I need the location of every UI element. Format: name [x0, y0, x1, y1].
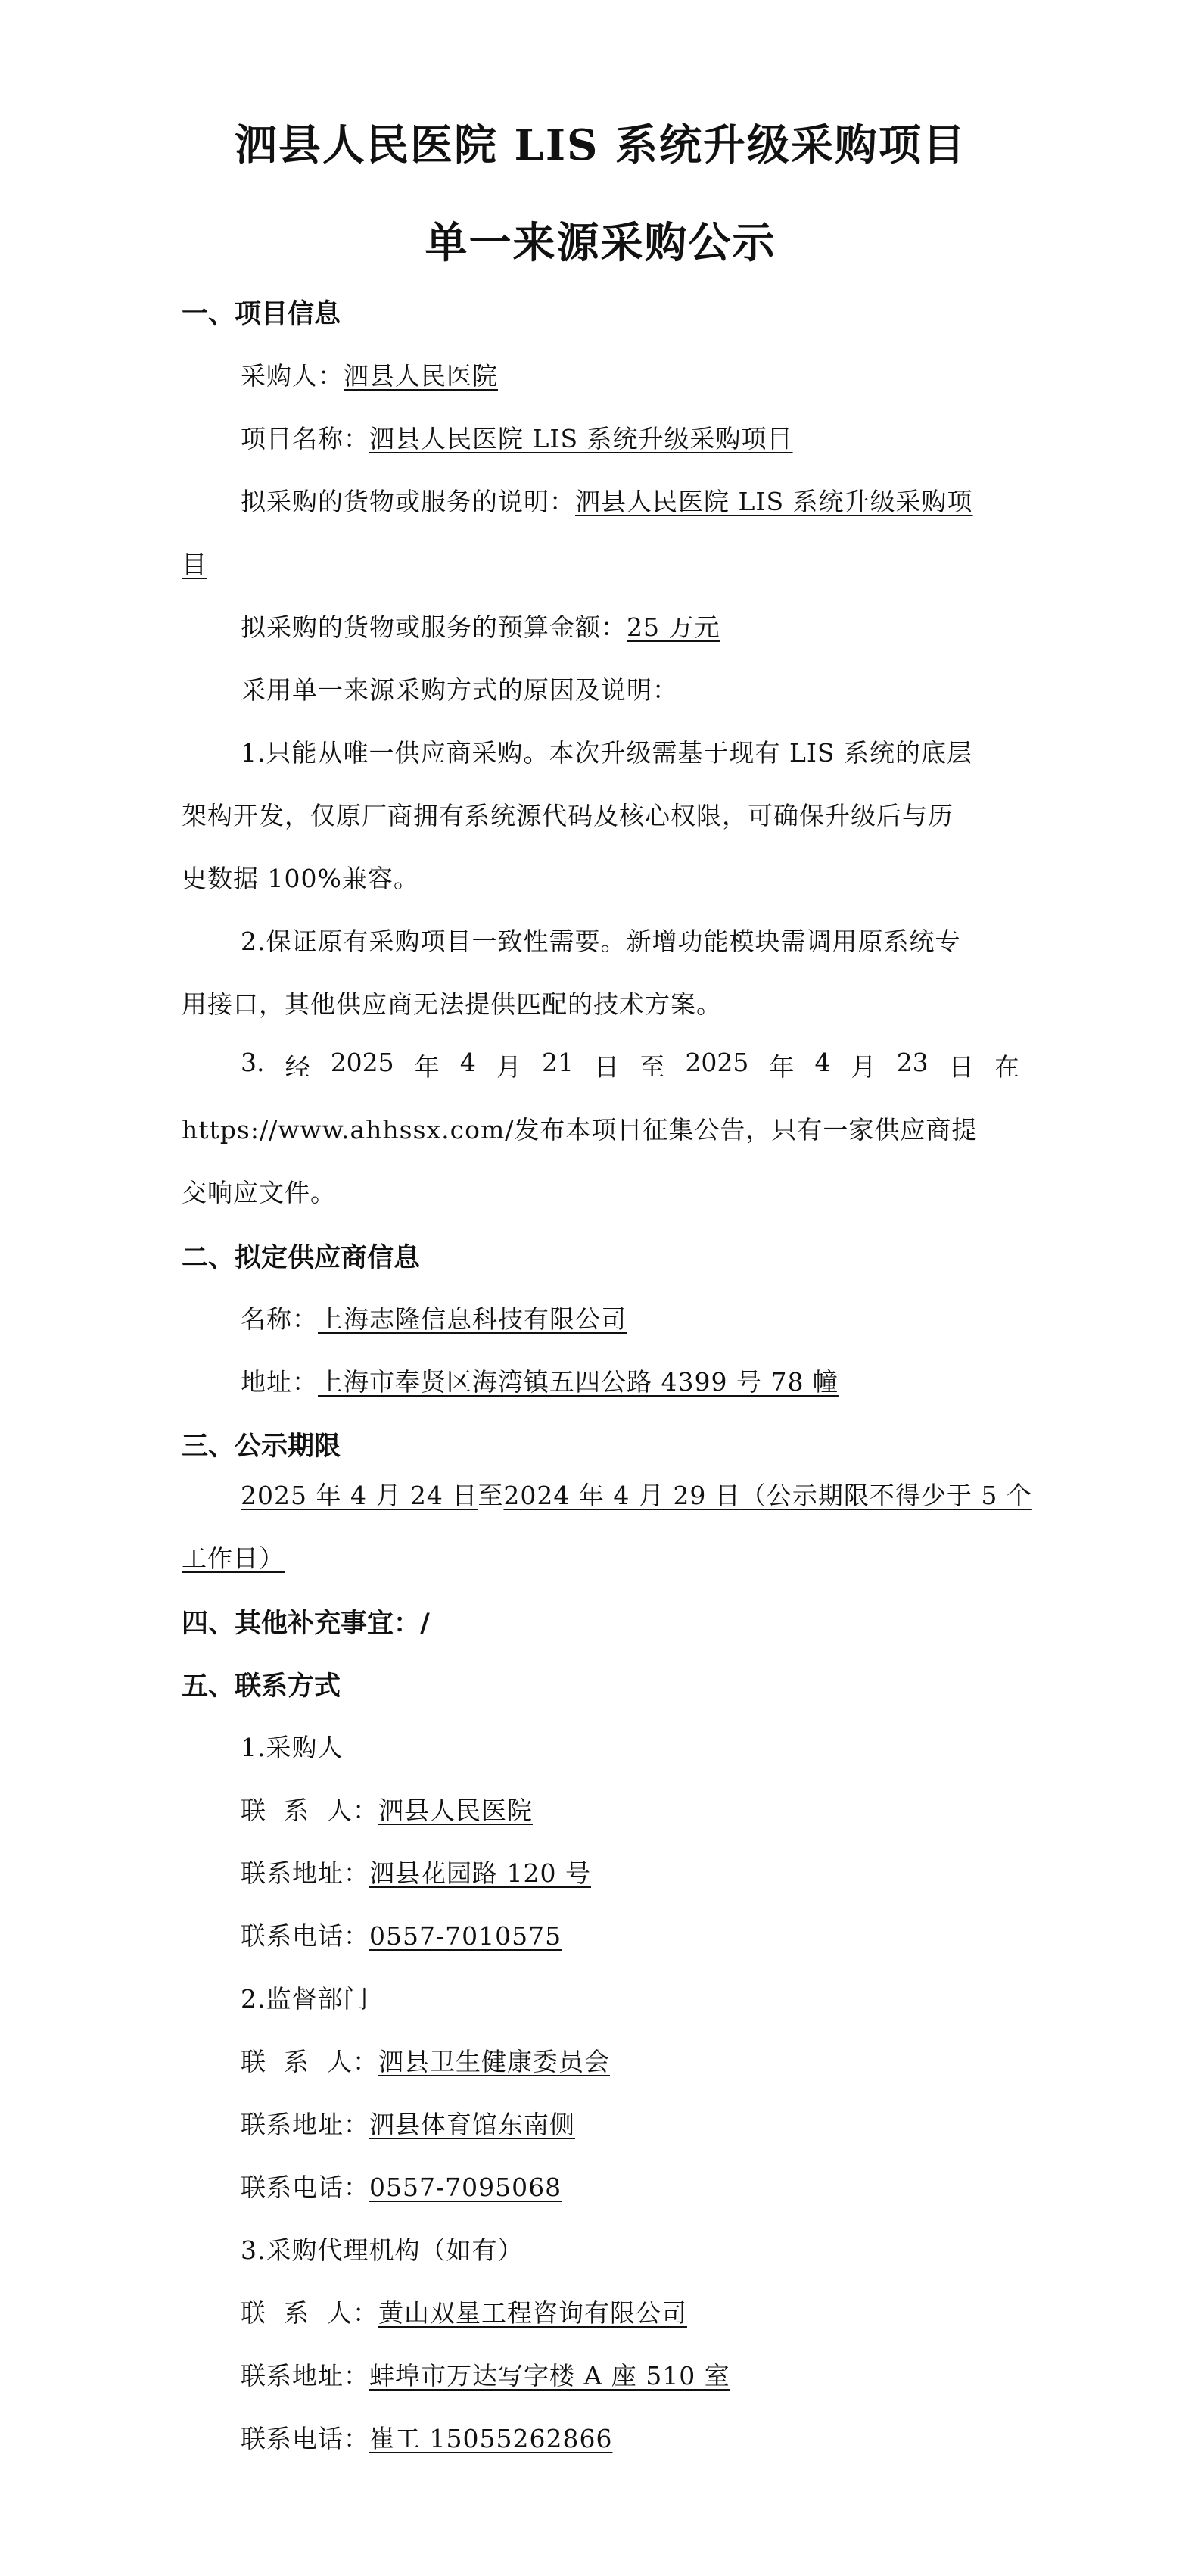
supplier-name-label: 名称： — [241, 1304, 318, 1334]
reason-3-word: 月 — [851, 1052, 876, 1082]
reason-3-line-3: 交响应文件。 — [182, 1178, 336, 1207]
reason-3-word: 2025 — [685, 1048, 749, 1077]
agency-contact-line — [241, 2294, 687, 2329]
supervisor-phone-line — [241, 2168, 562, 2204]
supplier-address-label: 地址： — [241, 1367, 318, 1397]
reason-3-word: 23 — [896, 1048, 929, 1077]
reason-3-word: 4 — [459, 1048, 476, 1077]
reason-3-word: 4 — [814, 1048, 831, 1077]
agency-contact-label: 联 系 人： — [241, 2298, 378, 2328]
supervisor-address-label: 联系地址： — [241, 2110, 369, 2139]
goods-description-continued — [182, 545, 207, 581]
buyer-label: 采购人： — [241, 361, 344, 391]
document-subtitle: 单一来源采购公示 — [425, 218, 776, 268]
buyer-phone-label: 联系电话： — [241, 1921, 369, 1951]
budget-value: 25 万元 — [627, 612, 720, 642]
section-publicity-period-heading: 三、公示期限 — [182, 1431, 341, 1462]
supervisor-contact-line — [241, 2042, 610, 2078]
section-project-info-heading: 一、项目信息 — [182, 299, 341, 329]
reason-2-line-1: 2.保证原有采购项目一致性需要。新增功能模块需调用原系统专 — [241, 927, 961, 956]
supplier-address-line — [241, 1363, 839, 1398]
buyer-address-label: 联系地址： — [241, 1858, 369, 1888]
reason-3-word: 3. — [241, 1048, 265, 1077]
reason-3-word: 至 — [639, 1052, 665, 1082]
buyer-phone-value: 0557-7010575 — [369, 1921, 562, 1951]
goods-description-value: 泗县人民医院 LIS 系统升级采购项 — [575, 487, 973, 516]
project-name-value: 泗县人民医院 LIS 系统升级采购项目 — [369, 424, 793, 453]
buyer-address-line — [241, 1854, 591, 1889]
period-to: 至 — [478, 1481, 504, 1510]
buyer-contact-value: 泗县人民医院 — [378, 1796, 533, 1825]
contact-group-buyer-title: 1.采购人 — [241, 1733, 344, 1762]
reason-title: 采用单一来源采购方式的原因及说明： — [241, 675, 678, 705]
budget-line — [241, 608, 720, 643]
supervisor-address-line — [241, 2105, 575, 2141]
project-name-line — [241, 419, 793, 455]
agency-address-label: 联系地址： — [241, 2361, 369, 2391]
document-title: 泗县人民医院 LIS 系统升级采购项目 — [234, 120, 966, 170]
publicity-period-line-1 — [241, 1476, 1032, 1512]
buyer-contact-line — [241, 1791, 533, 1827]
reason-3-word: 月 — [496, 1052, 521, 1082]
reason-3-word: 在 — [994, 1052, 1019, 1082]
supplier-address-value: 上海市奉贤区海湾镇五四公路 4399 号 78 幢 — [318, 1367, 839, 1397]
agency-phone-line — [241, 2419, 612, 2455]
goods-description-value-end: 目 — [182, 550, 207, 579]
period-note-end: 工作日） — [182, 1543, 285, 1573]
reason-3-line-1 — [241, 1048, 1019, 1083]
reason-1-line-3: 史数据 100%兼容。 — [182, 864, 419, 893]
reason-1-line-1: 1.只能从唯一供应商采购。本次升级需基于现有 LIS 系统的底层 — [241, 738, 973, 768]
reason-3-word: 2025 — [330, 1048, 394, 1077]
supplier-name-line — [241, 1300, 627, 1335]
reason-3-word: 年 — [769, 1052, 795, 1082]
agency-contact-value: 黄山双星工程咨询有限公司 — [378, 2298, 687, 2328]
section-other-matters-heading: 四、其他补充事宜：/ — [182, 1609, 430, 1639]
reason-3-word: 日 — [948, 1052, 974, 1082]
reason-2-line-2: 用接口，其他供应商无法提供匹配的技术方案。 — [182, 989, 722, 1019]
supervisor-address-value: 泗县体育馆东南侧 — [369, 2110, 575, 2139]
reason-3-word: 日 — [594, 1052, 620, 1082]
agency-phone-label: 联系电话： — [241, 2424, 369, 2453]
supervisor-phone-value: 0557-7095068 — [369, 2173, 562, 2202]
section-contact-heading: 五、联系方式 — [182, 1671, 341, 1702]
buyer-address-value: 泗县花园路 120 号 — [369, 1858, 591, 1888]
goods-description-label: 拟采购的货物或服务的说明： — [241, 487, 575, 516]
contact-group-supervisor-title: 2.监督部门 — [241, 1984, 369, 2014]
budget-label: 拟采购的货物或服务的预算金额： — [241, 612, 627, 642]
buyer-phone-line — [241, 1917, 562, 1952]
period-note: （公示期限不得少于 5 个 — [740, 1481, 1032, 1510]
supplier-name-value: 上海志隆信息科技有限公司 — [318, 1304, 627, 1334]
publicity-period-line-2 — [182, 1539, 285, 1575]
section-supplier-heading: 二、拟定供应商信息 — [182, 1243, 421, 1273]
reason-3-line-2: https://www.ahhssx.com/发布本项目征集公告，只有一家供应商提 — [182, 1115, 978, 1145]
buyer-contact-label: 联 系 人： — [241, 1796, 378, 1825]
buyer-value: 泗县人民医院 — [344, 361, 498, 391]
contact-group-agency-title: 3.采购代理机构（如有） — [241, 2235, 524, 2265]
buyer-line — [241, 357, 498, 392]
period-start: 2025 年 4 月 24 日 — [241, 1481, 478, 1510]
period-end: 2024 年 4 月 29 日 — [503, 1481, 741, 1510]
goods-description-line — [241, 482, 973, 518]
reason-1-line-2: 架构开发，仅原厂商拥有系统源代码及核心权限，可确保升级后与历 — [182, 801, 954, 830]
reason-3-word: 年 — [414, 1052, 440, 1082]
reason-3-word: 21 — [542, 1048, 574, 1077]
agency-address-value: 蚌埠市万达写字楼 A 座 510 室 — [369, 2361, 730, 2391]
agency-address-line — [241, 2356, 730, 2392]
supervisor-contact-value: 泗县卫生健康委员会 — [378, 2047, 610, 2076]
reason-3-word: 经 — [285, 1052, 310, 1082]
project-name-label: 项目名称： — [241, 424, 369, 453]
supervisor-phone-label: 联系电话： — [241, 2173, 369, 2202]
agency-phone-value: 崔工 15055262866 — [369, 2424, 613, 2453]
supervisor-contact-label: 联 系 人： — [241, 2047, 378, 2076]
